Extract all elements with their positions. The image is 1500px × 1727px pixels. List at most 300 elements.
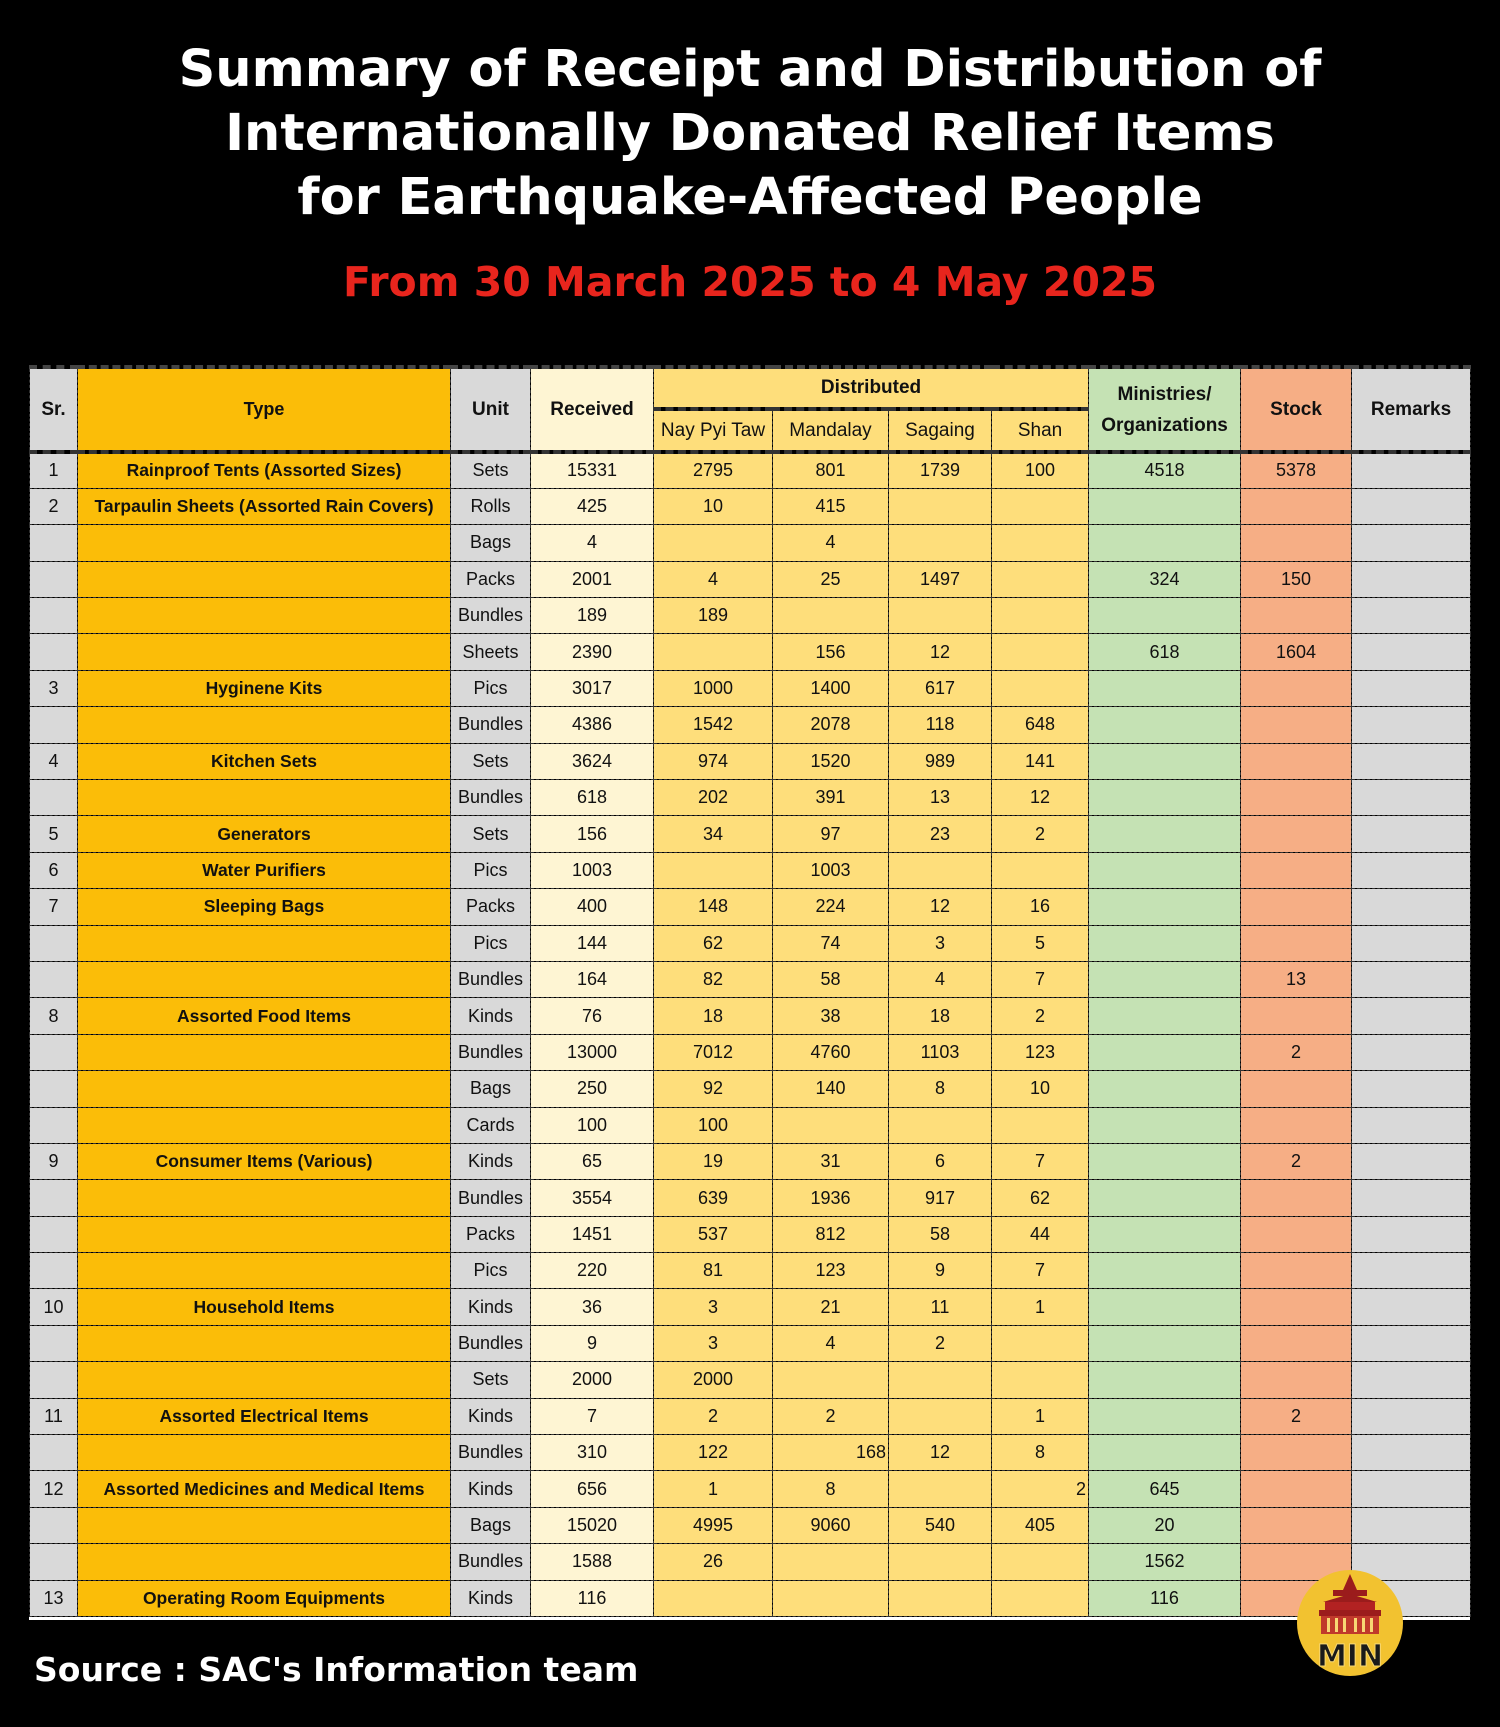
cell-mandalay: 25 — [773, 561, 889, 597]
cell-type: Rainproof Tents (Assorted Sizes) — [78, 452, 451, 488]
cell-mandalay: 8 — [773, 1471, 889, 1507]
cell-stock: 150 — [1241, 561, 1352, 597]
cell-sagaing: 12 — [889, 889, 992, 925]
cell-sr — [30, 1253, 78, 1289]
cell-remarks — [1352, 1362, 1471, 1398]
cell-sr — [30, 634, 78, 670]
cell-shan: 7 — [992, 961, 1089, 997]
cell-nay-pyi-taw: 3 — [654, 1289, 773, 1325]
header-unit: Unit — [451, 367, 531, 452]
cell-nay-pyi-taw: 1 — [654, 1471, 773, 1507]
cell-sagaing — [889, 598, 992, 634]
cell-received: 13000 — [531, 1034, 654, 1070]
cell-remarks — [1352, 561, 1471, 597]
table-row — [30, 1143, 1471, 1179]
cell-unit: Packs — [451, 889, 531, 925]
cell-type: Kitchen Sets — [78, 743, 451, 779]
cell-unit: Bundles — [451, 707, 531, 743]
cell-ministries — [1089, 1071, 1241, 1107]
cell-remarks — [1352, 1216, 1471, 1252]
cell-sr — [30, 1071, 78, 1107]
cell-stock — [1241, 1362, 1352, 1398]
cell-remarks — [1352, 1107, 1471, 1143]
cell-received: 3017 — [531, 670, 654, 706]
cell-unit: Kinds — [451, 998, 531, 1034]
header-remarks: Remarks — [1352, 367, 1471, 452]
cell-ministries — [1089, 488, 1241, 524]
cell-stock — [1241, 816, 1352, 852]
cell-sagaing: 58 — [889, 1216, 992, 1252]
table-row — [30, 1544, 1471, 1580]
logo-lettering: MIN — [1316, 1639, 1384, 1674]
cell-ministries — [1089, 525, 1241, 561]
cell-nay-pyi-taw: 1542 — [654, 707, 773, 743]
table-row — [30, 1325, 1471, 1361]
table-bottom-rule — [29, 1617, 1470, 1620]
cell-mandalay: 391 — [773, 780, 889, 816]
cell-ministries — [1089, 707, 1241, 743]
table-row — [30, 598, 1471, 634]
cell-received: 7 — [531, 1398, 654, 1434]
cell-nay-pyi-taw: 1000 — [654, 670, 773, 706]
cell-remarks — [1352, 998, 1471, 1034]
cell-received: 15331 — [531, 452, 654, 488]
cell-nay-pyi-taw: 7012 — [654, 1034, 773, 1070]
cell-sr: 2 — [30, 488, 78, 524]
cell-stock — [1241, 1071, 1352, 1107]
cell-type: Assorted Electrical Items — [78, 1398, 451, 1434]
table-row — [30, 961, 1471, 997]
cell-nay-pyi-taw: 82 — [654, 961, 773, 997]
cell-type — [78, 1034, 451, 1070]
cell-received: 116 — [531, 1580, 654, 1616]
cell-mandalay: 97 — [773, 816, 889, 852]
cell-stock — [1241, 743, 1352, 779]
cell-shan — [992, 488, 1089, 524]
header-sr: Sr. — [30, 367, 78, 452]
table-row — [30, 1435, 1471, 1471]
cell-nay-pyi-taw: 202 — [654, 780, 773, 816]
cell-received: 400 — [531, 889, 654, 925]
cell-sagaing — [889, 1107, 992, 1143]
cell-nay-pyi-taw: 974 — [654, 743, 773, 779]
cell-sr: 12 — [30, 1471, 78, 1507]
table-row — [30, 925, 1471, 961]
cell-mandalay: 2 — [773, 1398, 889, 1434]
cell-shan — [992, 1580, 1089, 1616]
cell-stock: 2 — [1241, 1034, 1352, 1070]
cell-sagaing: 118 — [889, 707, 992, 743]
cell-sagaing: 617 — [889, 670, 992, 706]
cell-unit: Pics — [451, 925, 531, 961]
cell-remarks — [1352, 780, 1471, 816]
cell-sr: 9 — [30, 1143, 78, 1179]
cell-nay-pyi-taw — [654, 634, 773, 670]
cell-nay-pyi-taw: 189 — [654, 598, 773, 634]
cell-ministries: 1562 — [1089, 1544, 1241, 1580]
cell-shan: 62 — [992, 1180, 1089, 1216]
cell-type: Consumer Items (Various) — [78, 1143, 451, 1179]
cell-remarks — [1352, 743, 1471, 779]
cell-ministries — [1089, 1034, 1241, 1070]
cell-received: 76 — [531, 998, 654, 1034]
cell-type: Household Items — [78, 1289, 451, 1325]
cell-sagaing — [889, 488, 992, 524]
cell-sagaing: 23 — [889, 816, 992, 852]
table-row — [30, 1034, 1471, 1070]
cell-mandalay: 4 — [773, 525, 889, 561]
cell-remarks — [1352, 889, 1471, 925]
cell-stock — [1241, 852, 1352, 888]
cell-sr — [30, 525, 78, 561]
cell-sagaing — [889, 1544, 992, 1580]
cell-shan — [992, 1107, 1089, 1143]
cell-remarks — [1352, 634, 1471, 670]
cell-sagaing: 2 — [889, 1325, 992, 1361]
cell-type — [78, 561, 451, 597]
cell-ministries — [1089, 1435, 1241, 1471]
cell-sr: 11 — [30, 1398, 78, 1434]
cell-type — [78, 925, 451, 961]
cell-sagaing: 12 — [889, 634, 992, 670]
cell-shan: 1 — [992, 1289, 1089, 1325]
cell-shan: 141 — [992, 743, 1089, 779]
cell-remarks — [1352, 1034, 1471, 1070]
cell-type — [78, 1107, 451, 1143]
table-row — [30, 780, 1471, 816]
cell-unit: Kinds — [451, 1580, 531, 1616]
cell-type — [78, 1507, 451, 1543]
cell-ministries — [1089, 852, 1241, 888]
cell-ministries — [1089, 1362, 1241, 1398]
title-line-2: Internationally Donated Relief Items — [225, 104, 1275, 163]
cell-shan: 2 — [992, 816, 1089, 852]
cell-shan — [992, 525, 1089, 561]
cell-sagaing: 989 — [889, 743, 992, 779]
cell-nay-pyi-taw — [654, 1580, 773, 1616]
cell-received: 2390 — [531, 634, 654, 670]
title-line-3: for Earthquake-Affected People — [297, 168, 1203, 227]
min-emblem-logo — [1295, 1568, 1405, 1678]
cell-received: 1003 — [531, 852, 654, 888]
cell-ministries — [1089, 743, 1241, 779]
cell-sagaing: 917 — [889, 1180, 992, 1216]
cell-remarks — [1352, 1398, 1471, 1434]
cell-stock — [1241, 998, 1352, 1034]
cell-unit: Sets — [451, 452, 531, 488]
cell-received: 3624 — [531, 743, 654, 779]
cell-sagaing: 8 — [889, 1071, 992, 1107]
cell-type — [78, 1544, 451, 1580]
cell-sr — [30, 1034, 78, 1070]
table-row — [30, 1362, 1471, 1398]
cell-sagaing: 9 — [889, 1253, 992, 1289]
cell-shan: 5 — [992, 925, 1089, 961]
cell-ministries — [1089, 816, 1241, 852]
cell-sr: 8 — [30, 998, 78, 1034]
cell-ministries — [1089, 1216, 1241, 1252]
cell-received: 4386 — [531, 707, 654, 743]
cell-received: 4 — [531, 525, 654, 561]
cell-type: Assorted Medicines and Medical Items — [78, 1471, 451, 1507]
cell-shan — [992, 1362, 1089, 1398]
cell-shan: 100 — [992, 452, 1089, 488]
cell-nay-pyi-taw: 537 — [654, 1216, 773, 1252]
cell-nay-pyi-taw: 81 — [654, 1253, 773, 1289]
cell-received: 36 — [531, 1289, 654, 1325]
table-row — [30, 634, 1471, 670]
cell-nay-pyi-taw: 4995 — [654, 1507, 773, 1543]
cell-ministries — [1089, 1180, 1241, 1216]
cell-type: Hyginene Kits — [78, 670, 451, 706]
cell-nay-pyi-taw: 92 — [654, 1071, 773, 1107]
cell-sagaing — [889, 1471, 992, 1507]
cell-ministries — [1089, 1143, 1241, 1179]
cell-sr: 4 — [30, 743, 78, 779]
cell-ministries: 20 — [1089, 1507, 1241, 1543]
cell-type — [78, 707, 451, 743]
cell-unit: Bundles — [451, 1544, 531, 1580]
cell-shan — [992, 634, 1089, 670]
cell-sagaing: 6 — [889, 1143, 992, 1179]
cell-mandalay: 4 — [773, 1325, 889, 1361]
table-row — [30, 998, 1471, 1034]
cell-sr — [30, 561, 78, 597]
cell-nay-pyi-taw: 10 — [654, 488, 773, 524]
table-row — [30, 561, 1471, 597]
cell-stock — [1241, 707, 1352, 743]
cell-remarks — [1352, 925, 1471, 961]
cell-ministries — [1089, 598, 1241, 634]
cell-stock: 13 — [1241, 961, 1352, 997]
cell-remarks — [1352, 1325, 1471, 1361]
cell-shan — [992, 1325, 1089, 1361]
cell-type: Operating Room Equipments — [78, 1580, 451, 1616]
cell-sagaing — [889, 852, 992, 888]
cell-ministries — [1089, 1253, 1241, 1289]
cell-mandalay: 415 — [773, 488, 889, 524]
header-type: Type — [78, 367, 451, 452]
header-received: Received — [531, 367, 654, 452]
table-row — [30, 488, 1471, 524]
cell-mandalay: 9060 — [773, 1507, 889, 1543]
cell-stock: 5378 — [1241, 452, 1352, 488]
cell-ministries — [1089, 925, 1241, 961]
header-distributed: Distributed — [654, 367, 1089, 409]
cell-unit: Rolls — [451, 488, 531, 524]
cell-received: 65 — [531, 1143, 654, 1179]
header-ministries: Ministries/ Organizations — [1089, 367, 1241, 452]
cell-mandalay: 1520 — [773, 743, 889, 779]
cell-unit: Bundles — [451, 1034, 531, 1070]
cell-stock — [1241, 1435, 1352, 1471]
cell-shan: 10 — [992, 1071, 1089, 1107]
cell-nay-pyi-taw: 2000 — [654, 1362, 773, 1398]
cell-sagaing: 11 — [889, 1289, 992, 1325]
cell-nay-pyi-taw: 62 — [654, 925, 773, 961]
cell-received: 100 — [531, 1107, 654, 1143]
cell-sagaing: 1497 — [889, 561, 992, 597]
cell-nay-pyi-taw: 26 — [654, 1544, 773, 1580]
cell-shan: 648 — [992, 707, 1089, 743]
table-row — [30, 452, 1471, 488]
cell-stock — [1241, 889, 1352, 925]
cell-sr: 7 — [30, 889, 78, 925]
table-row — [30, 1507, 1471, 1543]
cell-sagaing — [889, 1580, 992, 1616]
cell-unit: Sheets — [451, 634, 531, 670]
cell-unit: Bundles — [451, 598, 531, 634]
cell-shan: 2 — [992, 1471, 1089, 1507]
table-row — [30, 707, 1471, 743]
cell-received: 1451 — [531, 1216, 654, 1252]
cell-sagaing: 18 — [889, 998, 992, 1034]
cell-received: 9 — [531, 1325, 654, 1361]
cell-unit: Bundles — [451, 1325, 531, 1361]
cell-shan: 123 — [992, 1034, 1089, 1070]
cell-unit: Pics — [451, 1253, 531, 1289]
cell-unit: Sets — [451, 743, 531, 779]
cell-nay-pyi-taw: 122 — [654, 1435, 773, 1471]
cell-stock — [1241, 670, 1352, 706]
cell-mandalay: 812 — [773, 1216, 889, 1252]
cell-sr — [30, 961, 78, 997]
cell-unit: Kinds — [451, 1471, 531, 1507]
cell-remarks — [1352, 598, 1471, 634]
cell-remarks — [1352, 1435, 1471, 1471]
cell-remarks — [1352, 1180, 1471, 1216]
cell-unit: Packs — [451, 1216, 531, 1252]
cell-sagaing: 13 — [889, 780, 992, 816]
cell-nay-pyi-taw: 3 — [654, 1325, 773, 1361]
cell-sagaing: 3 — [889, 925, 992, 961]
cell-remarks — [1352, 488, 1471, 524]
cell-unit: Kinds — [451, 1143, 531, 1179]
cell-type: Sleeping Bags — [78, 889, 451, 925]
source-credit: Source : SAC's Information team — [34, 1650, 639, 1689]
cell-sagaing — [889, 1398, 992, 1434]
cell-shan: 12 — [992, 780, 1089, 816]
cell-shan — [992, 670, 1089, 706]
cell-mandalay: 123 — [773, 1253, 889, 1289]
relief-items-table — [29, 365, 1471, 1617]
cell-nay-pyi-taw: 18 — [654, 998, 773, 1034]
cell-unit: Kinds — [451, 1289, 531, 1325]
table-row — [30, 743, 1471, 779]
cell-stock: 1604 — [1241, 634, 1352, 670]
cell-ministries: 618 — [1089, 634, 1241, 670]
cell-stock — [1241, 1216, 1352, 1252]
cell-unit: Cards — [451, 1107, 531, 1143]
cell-sr — [30, 1544, 78, 1580]
cell-unit: Bags — [451, 1071, 531, 1107]
report-period: From 30 March 2025 to 4 May 2025 — [342, 258, 1158, 306]
cell-ministries — [1089, 889, 1241, 925]
cell-mandalay: 140 — [773, 1071, 889, 1107]
cell-unit: Packs — [451, 561, 531, 597]
cell-shan: 7 — [992, 1143, 1089, 1179]
cell-sr: 6 — [30, 852, 78, 888]
table-row — [30, 525, 1471, 561]
cell-ministries — [1089, 670, 1241, 706]
cell-shan: 1 — [992, 1398, 1089, 1434]
cell-sr: 5 — [30, 816, 78, 852]
table-row — [30, 1071, 1471, 1107]
cell-sr — [30, 1107, 78, 1143]
cell-unit: Bundles — [451, 780, 531, 816]
cell-type — [78, 1362, 451, 1398]
table-row — [30, 1107, 1471, 1143]
cell-type: Tarpaulin Sheets (Assorted Rain Covers) — [78, 488, 451, 524]
table-header — [30, 367, 1471, 452]
cell-ministries: 116 — [1089, 1580, 1241, 1616]
cell-received: 425 — [531, 488, 654, 524]
cell-sagaing: 4 — [889, 961, 992, 997]
cell-sr — [30, 1507, 78, 1543]
table-row — [30, 1216, 1471, 1252]
cell-stock — [1241, 525, 1352, 561]
cell-remarks — [1352, 1071, 1471, 1107]
cell-ministries: 645 — [1089, 1471, 1241, 1507]
table-row — [30, 1580, 1471, 1616]
cell-received: 250 — [531, 1071, 654, 1107]
cell-stock — [1241, 1507, 1352, 1543]
cell-remarks — [1352, 452, 1471, 488]
cell-mandalay: 2078 — [773, 707, 889, 743]
cell-received: 156 — [531, 816, 654, 852]
cell-type: Generators — [78, 816, 451, 852]
cell-received: 3554 — [531, 1180, 654, 1216]
cell-sr: 10 — [30, 1289, 78, 1325]
cell-remarks — [1352, 1289, 1471, 1325]
cell-nay-pyi-taw: 2795 — [654, 452, 773, 488]
cell-sr — [30, 925, 78, 961]
cell-shan: 7 — [992, 1253, 1089, 1289]
cell-received: 189 — [531, 598, 654, 634]
cell-shan: 2 — [992, 998, 1089, 1034]
table-row — [30, 816, 1471, 852]
header-mandalay: Mandalay — [773, 409, 889, 452]
cell-mandalay: 38 — [773, 998, 889, 1034]
cell-mandalay: 224 — [773, 889, 889, 925]
cell-type: Water Purifiers — [78, 852, 451, 888]
cell-mandalay — [773, 1544, 889, 1580]
cell-stock — [1241, 1289, 1352, 1325]
cell-nay-pyi-taw — [654, 525, 773, 561]
cell-sagaing: 540 — [889, 1507, 992, 1543]
cell-shan — [992, 852, 1089, 888]
cell-type — [78, 598, 451, 634]
cell-received: 164 — [531, 961, 654, 997]
cell-mandalay — [773, 1107, 889, 1143]
cell-sr: 3 — [30, 670, 78, 706]
cell-remarks — [1352, 852, 1471, 888]
cell-shan — [992, 561, 1089, 597]
cell-nay-pyi-taw — [654, 852, 773, 888]
cell-received: 220 — [531, 1253, 654, 1289]
cell-unit: Bags — [451, 1507, 531, 1543]
cell-sr — [30, 1362, 78, 1398]
cell-unit: Sets — [451, 1362, 531, 1398]
cell-stock — [1241, 1107, 1352, 1143]
cell-received: 656 — [531, 1471, 654, 1507]
cell-mandalay: 1003 — [773, 852, 889, 888]
cell-shan — [992, 598, 1089, 634]
cell-mandalay: 58 — [773, 961, 889, 997]
table-row — [30, 1253, 1471, 1289]
cell-sagaing — [889, 525, 992, 561]
cell-received: 2001 — [531, 561, 654, 597]
